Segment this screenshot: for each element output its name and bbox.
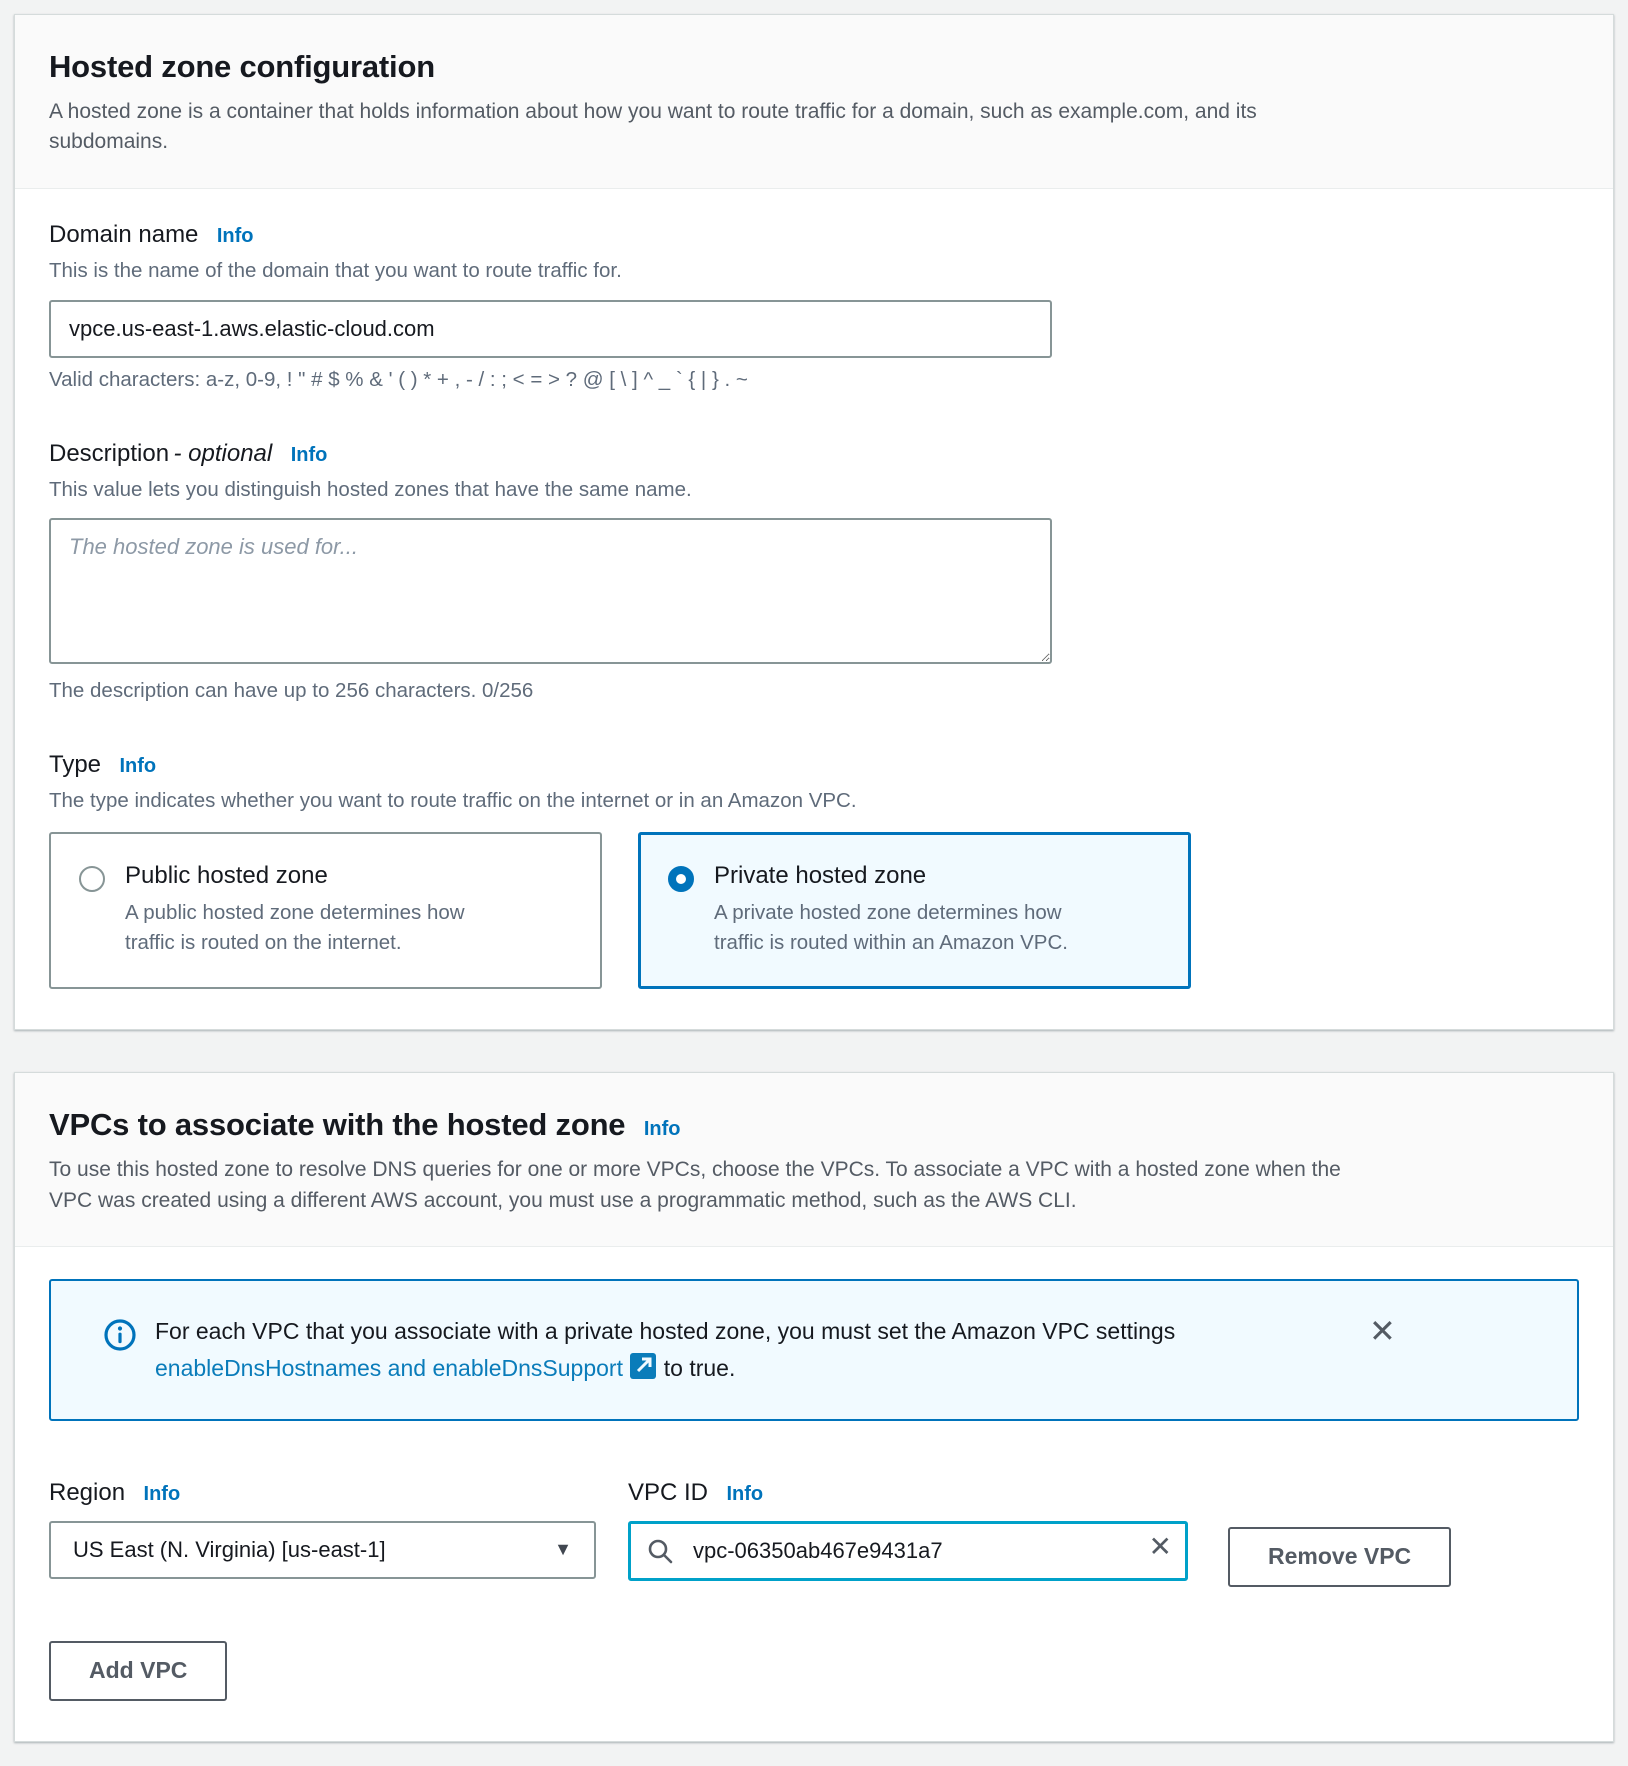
region-label: Region — [49, 1478, 126, 1506]
description-constraint: The description can have up to 256 characters. 0/256 — [49, 679, 534, 703]
vpc-card-description: To use this hosted zone to resolve DNS queries for one or more VPCs, choose the VPCs. To associate a VPC with a hosted zone when the VPC was created using a different AWS account, you must use a programmatic method, such as the AWS CLI. — [49, 1158, 1341, 1212]
hosted-zone-card-title: Hosted zone configuration — [49, 49, 435, 84]
page — [14, 14, 1614, 1742]
vpc-id-input[interactable] — [628, 1521, 1188, 1581]
vpc-id-label: VPC ID — [628, 1478, 709, 1506]
vpc-id-info-link[interactable]: Info — [726, 1482, 764, 1505]
domain-name-label: Domain name — [49, 220, 199, 248]
public-hosted-zone-option[interactable] — [49, 832, 602, 989]
radio-unselected-icon[interactable] — [79, 866, 105, 892]
description-label: Description — [49, 439, 170, 467]
hosted-zone-configuration-card — [14, 14, 1614, 1030]
clear-input-icon[interactable]: ✕ — [1143, 1529, 1178, 1564]
close-icon[interactable]: ✕ — [1369, 1313, 1396, 1350]
domain-name-helper: This is the name of the domain that you want to route traffic for. — [49, 258, 622, 282]
description-optional-label: - optional — [173, 439, 273, 467]
public-hosted-zone-description: A public hosted zone determines how traffic is routed on the internet. — [125, 900, 465, 954]
region-select[interactable] — [49, 1521, 596, 1579]
type-info-link[interactable]: Info — [119, 755, 157, 778]
private-hosted-zone-option[interactable] — [638, 832, 1191, 989]
enable-dns-settings-link[interactable]: enableDnsHostnames and enableDnsSupport — [155, 1355, 623, 1382]
vpc-card-info-link[interactable]: Info — [643, 1118, 681, 1141]
type-label: Type — [49, 751, 102, 779]
vpc-association-card — [14, 1072, 1614, 1741]
add-vpc-button[interactable]: Add VPC — [49, 1641, 227, 1701]
hosted-zone-card-body — [15, 189, 1613, 1030]
description-field — [49, 440, 1579, 704]
private-hosted-zone-title: Private hosted zone — [714, 861, 927, 889]
type-options — [49, 832, 1579, 989]
alert-text-after-link: to true. — [663, 1355, 736, 1382]
region-select-value: US East (N. Virginia) [us-east-1] — [73, 1536, 386, 1562]
public-hosted-zone-title: Public hosted zone — [125, 861, 328, 889]
vpc-settings-info-alert — [49, 1279, 1579, 1421]
search-icon — [646, 1537, 674, 1565]
vpc-id-field — [628, 1479, 1188, 1581]
region-field — [49, 1479, 596, 1579]
vpc-row — [49, 1479, 1579, 1587]
info-circle-icon — [103, 1318, 137, 1352]
remove-vpc-col — [1228, 1479, 1451, 1587]
vpc-card-title: VPCs to associate with the hosted zone — [49, 1107, 626, 1143]
domain-name-field — [49, 221, 1579, 392]
hosted-zone-card-description: A hosted zone is a container that holds information about how you want to route traffic for a domain, such as example.com, and its subdomains. — [49, 100, 1257, 154]
domain-name-info-link[interactable]: Info — [216, 224, 254, 247]
domain-name-constraint: Valid characters: a-z, 0-9, ! " # $ % & ' ( ) * + , - / : ; < = > ? @ [ \ ] ^ _ ` { | } . ~ — [49, 367, 748, 391]
description-textarea[interactable] — [49, 518, 1052, 664]
external-link-icon[interactable] — [629, 1352, 657, 1380]
chevron-down-icon: ▼ — [554, 1539, 572, 1560]
type-field — [49, 751, 1579, 989]
type-helper: The type indicates whether you want to route traffic on the internet or in an Amazon VPC. — [49, 789, 857, 813]
remove-vpc-button[interactable]: Remove VPC — [1228, 1527, 1451, 1587]
private-hosted-zone-description: A private hosted zone determines how traffic is routed within an Amazon VPC. — [714, 900, 1068, 954]
description-info-link[interactable]: Info — [290, 443, 328, 466]
domain-name-input[interactable] — [49, 300, 1052, 358]
hosted-zone-card-header — [15, 15, 1613, 189]
region-info-link[interactable]: Info — [143, 1482, 181, 1505]
description-helper: This value lets you distinguish hosted zones that have the same name. — [49, 477, 692, 501]
vpc-card-body — [15, 1247, 1613, 1741]
alert-text — [155, 1313, 1345, 1387]
radio-selected-icon[interactable] — [668, 866, 694, 892]
vpc-card-header — [15, 1073, 1613, 1247]
alert-text-before-link: For each VPC that you associate with a private hosted zone, you must set the Amazon VPC settings — [155, 1318, 1176, 1345]
